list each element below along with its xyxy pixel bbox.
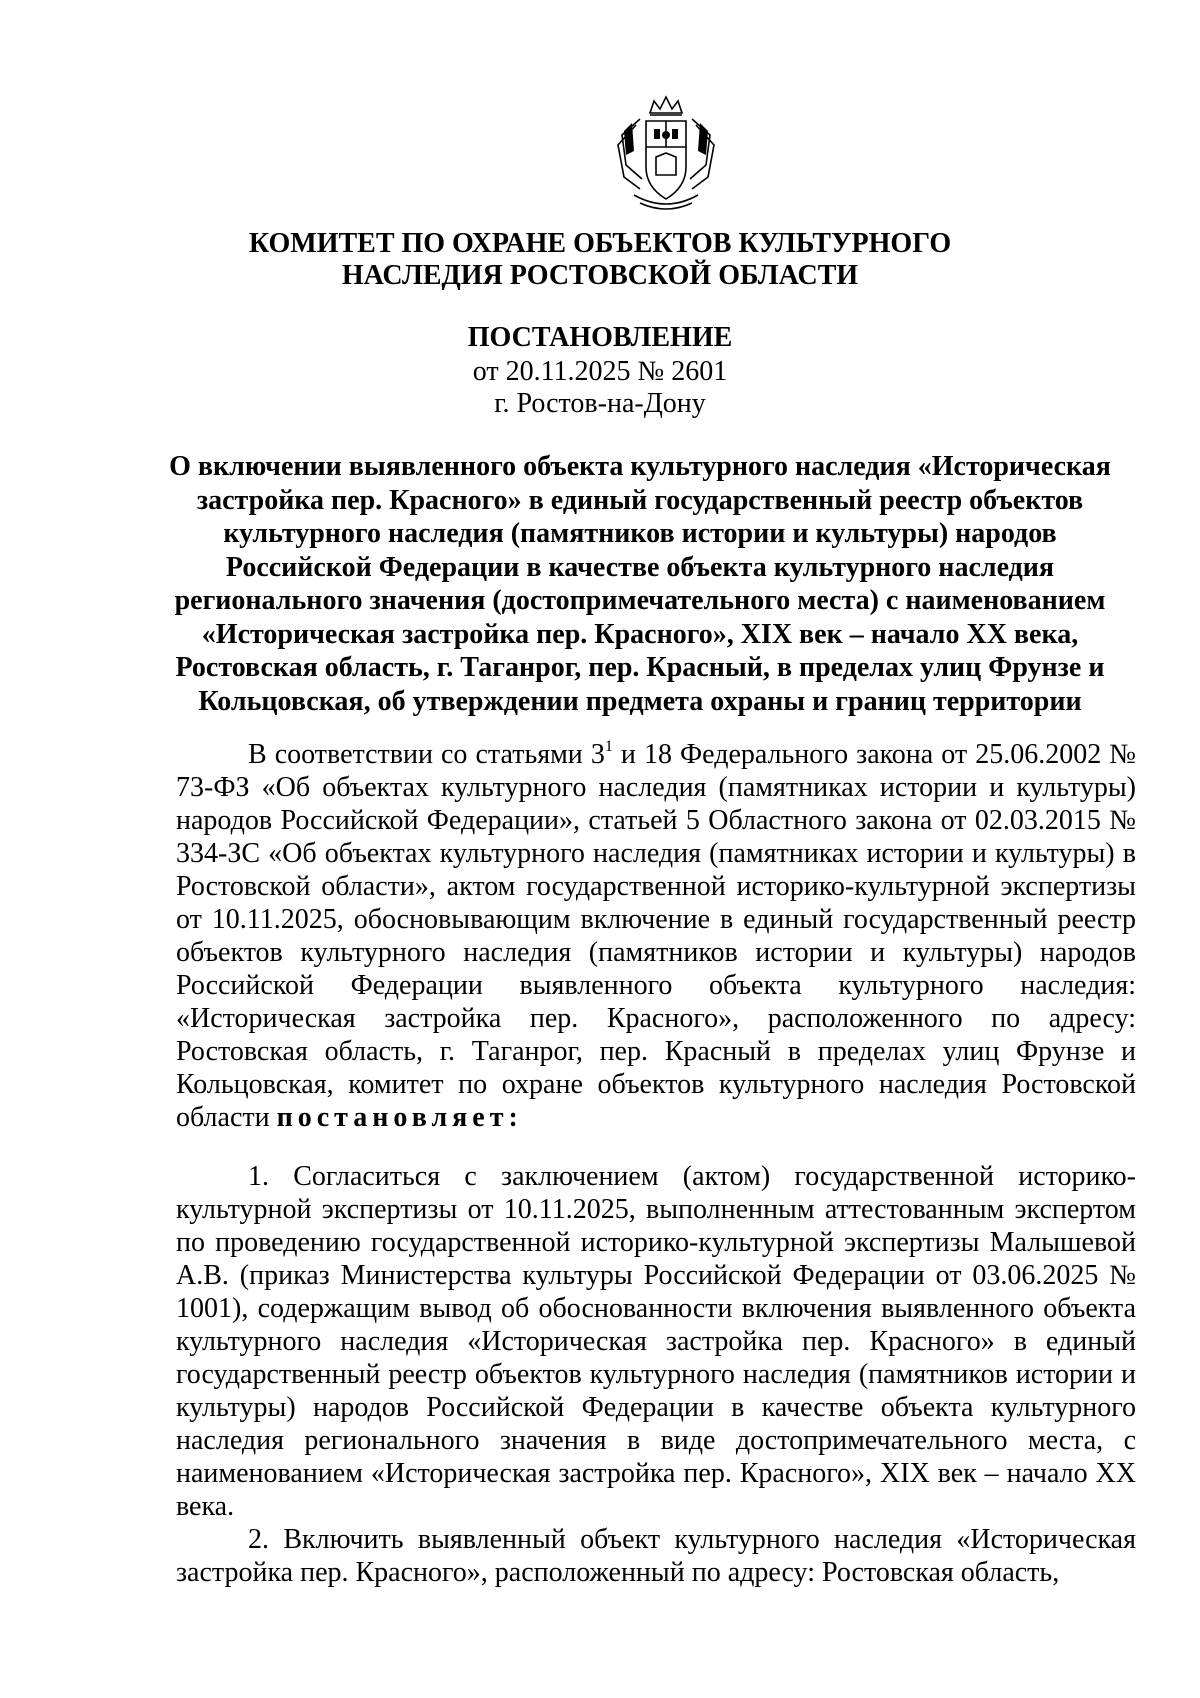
- document-type: ПОСТАНОВЛЕНИЕ: [467, 322, 733, 353]
- document-city: г. Ростов-на-Дону: [494, 388, 706, 419]
- clauses-list: [176, 1160, 1136, 1589]
- resolves-word: постановляет:: [276, 1102, 523, 1133]
- preamble-paragraph: [176, 738, 1136, 1134]
- clause-item: 2. Включить выявленный объект культурного наследия «Историческая застройка пер. Красного», расположенный по адресу: Ростовская область,: [176, 1524, 1136, 1588]
- preamble-text-main: и 18 Федерального закона от 25.06.2002 № 73-ФЗ «Об объектах культурного наследия (памятниках истории и культуры) народов Российской Федерации», статьей 5 Областного закона от 02.03.2015 № 334-ЗС «Об объектах культурного наследия (памятниках истории и культуры) в Ростовской области», актом государственной историко-культурной экспертизы от 10.11.2025, обосновывающим включение в единый государственный реестр объектов культурного наследия (памятников истории и культуры) народов Российской Федерации выявленного объекта культурного наследия: «Историческая застройка пер. Красного», расположенного по адресу: Ростовская область, г. Таганрог, пер. Красный в пределах улиц Фрунзе и Кольцовская, комитет по охране объектов культурного наследия Ростовской области: [176, 739, 1136, 1133]
- article-superscript: 1: [604, 738, 613, 755]
- coat-of-arms-emblem: [610, 95, 722, 213]
- document-date-number: от 20.11.2025 № 2601: [472, 356, 728, 387]
- organization-name-line-1: КОМИТЕТ ПО ОХРАНЕ ОБЪЕКТОВ КУЛЬТУРНОГО: [248, 228, 952, 259]
- preamble-text-start: В соответствии со статьями 3: [248, 739, 605, 770]
- organization-name-line-2: НАСЛЕДИЯ РОСТОВСКОЙ ОБЛАСТИ: [341, 260, 859, 291]
- document-title: О включении выявленного объекта культурного наследия «Историческая застройка пер. Красного» в единый государственный реестр объектов культурного наследия (памятников истории и культуры) народов Российской Федерации в качестве объекта культурного наследия регионального значения (достопримечательного места) с наименованием «Историческая застройка пер. Красного», XIX век – начало XX века, Ростовская область, г. Таганрог, пер. Красный, в пределах улиц Фрунзе и Кольцовская, об утверждении предмета охраны и границ территории: [169, 451, 1111, 717]
- organization-name: [100, 228, 1100, 292]
- clause-item: 1. Согласиться с заключением (актом) государственной историко-культурной экспертизы от 10.11.2025, выполненным аттестованным экспертом по проведению государственной историко-культурной экспертизы Малышевой А.В. (приказ Министерства культуры Российской Федерации от 03.06.2025 № 1001), содержащим вывод об обоснованности включения выявленного объекта культурного наследия «Историческая застройка пер. Красного» в единый государственный реестр объектов культурного наследия (памятников истории и культуры) народов Российской Федерации в качестве объекта культурного наследия регионального значения в виде достопримечательного места, с наименованием «Историческая застройка пер. Красного», XIX век – начало XX века.: [176, 1161, 1136, 1522]
- preamble: [176, 738, 1136, 1134]
